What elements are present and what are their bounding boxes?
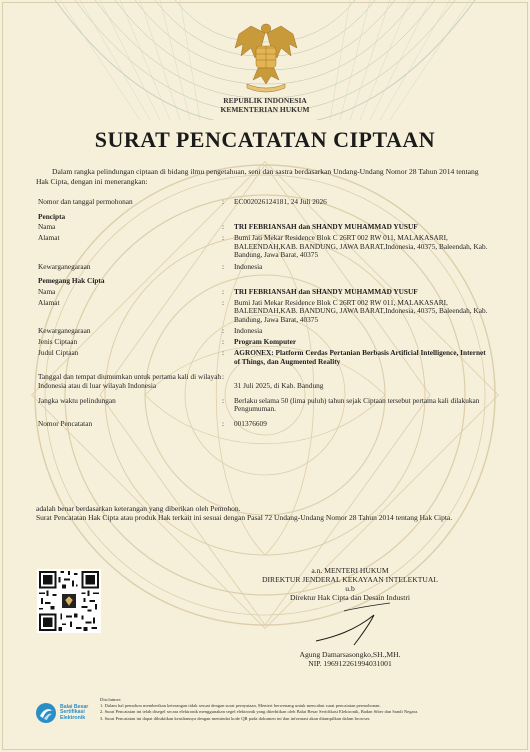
- jangka-label: Jangka waktu pelindungan: [38, 395, 116, 405]
- pemegang-heading: Pemegang Hak Cipta: [38, 276, 105, 286]
- colon: :: [222, 297, 225, 307]
- republik-label: REPUBLIK INDONESIA: [223, 96, 307, 105]
- signature-an: a.n. MENTERI HUKUM: [311, 566, 389, 575]
- row-pencipta-nama: [38, 223, 493, 232]
- garuda-emblem-icon: [231, 18, 301, 94]
- pemegang-nama-label: Nama: [38, 286, 56, 296]
- pencipta-alamat-label: Alamat: [38, 233, 60, 243]
- kementerian-label: KEMENTERIAN HUKUM: [220, 105, 310, 114]
- handwritten-signature: [314, 597, 394, 647]
- row-tanggal: [38, 373, 493, 390]
- pemegang-nama-value: TRI FEBRIANSAH dan SHANDY MUHAMMAD YUSUF: [234, 286, 418, 296]
- pemegang-alamat-value: Bumi Jati Mekar Residence Blok C 26RT 002 RW 011, MALAKASARI, BALEENDAH,KAB. BANDUNG, JAWA BARAT,Indonesia, 40375, Baleendah, Kab. Bandung, Jawa Barat, 40375: [234, 297, 488, 325]
- signatory-block: [230, 650, 470, 669]
- signature-dirjen: DIREKTUR JENDERAL KEKAYAAN INTELEKTUAL: [262, 575, 438, 584]
- tanggal-value: 31 Juli 2025, di Kab. Bandung: [234, 380, 324, 390]
- colon: :: [222, 197, 225, 206]
- row-pemegang-nama: [38, 288, 493, 297]
- signature-direktur: Direktur Hak Cipta dan Desain Industri: [290, 593, 410, 602]
- logo-line-2: Sertifikasi: [60, 709, 85, 716]
- closing-line-2: Surat Pencatatan Hak Cipta atau produk Hak terkait ini sesuai dengan Pasal 72 Undang-Undang Nomor 28 Tahun 2014 tentang Hak Cipta.: [36, 513, 453, 523]
- row-pencipta-warga: [38, 263, 493, 272]
- row-pemegang-alamat: [38, 299, 493, 325]
- row-pemegang-warga: [38, 327, 493, 336]
- colon: :: [222, 372, 225, 381]
- colon: :: [222, 348, 225, 358]
- logo-line-1: Balai Besar: [60, 703, 89, 710]
- nomor-tanggal-label: Nomor dan tanggal permohonan: [38, 197, 133, 206]
- bsre-logo: [35, 702, 88, 724]
- pencipta-warga-value: Indonesia: [234, 261, 263, 271]
- jangka-value: Berlaku selama 50 (lima puluh) tahun sejak Ciptaan tersebut pertama kali dilakukan Pengumuman.: [234, 395, 480, 414]
- disclaimer-item: 3. Surat Pencatatan ini dapat dibuktikan keasliannya dengan memindai kode QR pada dokumen ini dan informasi akan ditampilkan dalam browser.: [100, 715, 371, 721]
- nomor-pencatatan-value: 001376609: [234, 419, 267, 429]
- pencipta-warga-label: Kewarganegaraan: [38, 261, 91, 271]
- issuer-block: [0, 96, 530, 114]
- colon: :: [222, 261, 225, 271]
- pencipta-alamat-value: Bumi Jati Mekar Residence Blok C 26RT 002 RW 011, MALAKASARI, BALEENDAH,KAB. BANDUNG, JAWA BARAT,Indonesia, 40375, Baleendah, Kab. Bandung, Jawa Barat, 40375: [234, 233, 488, 260]
- closing-statement: [36, 504, 496, 522]
- pemegang-warga-label: Kewarganegaraan: [38, 326, 91, 336]
- colon: :: [222, 419, 225, 429]
- row-judul: [38, 349, 493, 366]
- detail-table: [38, 198, 493, 431]
- nomor-tanggal-value: EC002026124181, 24 Juli 2026: [234, 197, 327, 206]
- row-jenis: [38, 338, 493, 347]
- disclaimer-item: 1. Dalam hal pemohon memberikan keterangan tidak sesuai dengan surat pernyataan, Menteri berwenang untuk mencabut surat pencatatan permohonan.: [100, 703, 381, 709]
- disclaimer: [100, 697, 520, 722]
- document-title: SURAT PENCATATAN CIPTAAN: [94, 127, 436, 152]
- colon: :: [222, 233, 225, 243]
- judul-label: Judul Ciptaan: [38, 348, 79, 358]
- colon: :: [222, 326, 225, 336]
- colon: :: [222, 286, 225, 296]
- jenis-label: Jenis Ciptaan: [38, 337, 78, 347]
- row-jangka: [38, 397, 493, 414]
- bsre-logo-icon: [35, 702, 57, 724]
- colon: :: [222, 337, 225, 347]
- judul-value: AGRONEX: Platform Cerdas Pertanian Berbasis Artificial Intelligence, Internet of Things, dan Augmented Reality: [234, 348, 486, 366]
- signatory-nip: NIP. 196912261994031001: [308, 659, 392, 669]
- intro-paragraph: Dalam rangka pelindungan ciptaan di bidang ilmu pengetahuan, seni dan sastra berdasarkan Undang-Undang Nomor 28 Tahun 2014 tentang Hak Cipta, dengan ini menerangkan:: [36, 167, 479, 186]
- row-nomor-pencatatan: [38, 420, 493, 429]
- pencipta-nama-label: Nama: [38, 222, 56, 232]
- jenis-value: Program Komputer: [234, 337, 297, 347]
- qr-code[interactable]: [37, 569, 101, 633]
- tanggal-label: Tanggal dan tempat diumumkan untuk pertama kali di wilayah Indonesia atau di luar wilayah Indonesia: [38, 372, 222, 390]
- row-pencipta-alamat: [38, 234, 493, 260]
- pencipta-heading: Pencipta: [38, 211, 66, 221]
- nomor-pencatatan-label: Nomor Pencatatan: [38, 419, 93, 429]
- colon: :: [222, 395, 225, 405]
- closing-line-1: adalah benar berdasarkan keterangan yang diberikan oleh Pemohon.: [36, 504, 241, 513]
- signatory-name: Agung Damarsasongko,SH.,MH.: [299, 650, 401, 659]
- signature-ub: u.b: [345, 584, 355, 593]
- pencipta-nama-value: TRI FEBRIANSAH dan SHANDY MUHAMMAD YUSUF: [234, 222, 418, 232]
- disclaimer-title: Disclaimer:: [100, 697, 122, 702]
- pemegang-warga-value: Indonesia: [234, 326, 263, 336]
- colon: :: [222, 222, 225, 232]
- disclaimer-item: 2. Surat Pencatatan ini telah disegel secara elektronik menggunakan segel elektronik yang diterbitkan oleh Balai Besar Sertifikasi Elektronik, Badan Siber dan Sandi Negara.: [100, 709, 419, 715]
- pemegang-alamat-label: Alamat: [38, 297, 60, 307]
- row-nomor-tanggal: [38, 198, 493, 207]
- logo-line-3: Elektronik: [60, 714, 86, 721]
